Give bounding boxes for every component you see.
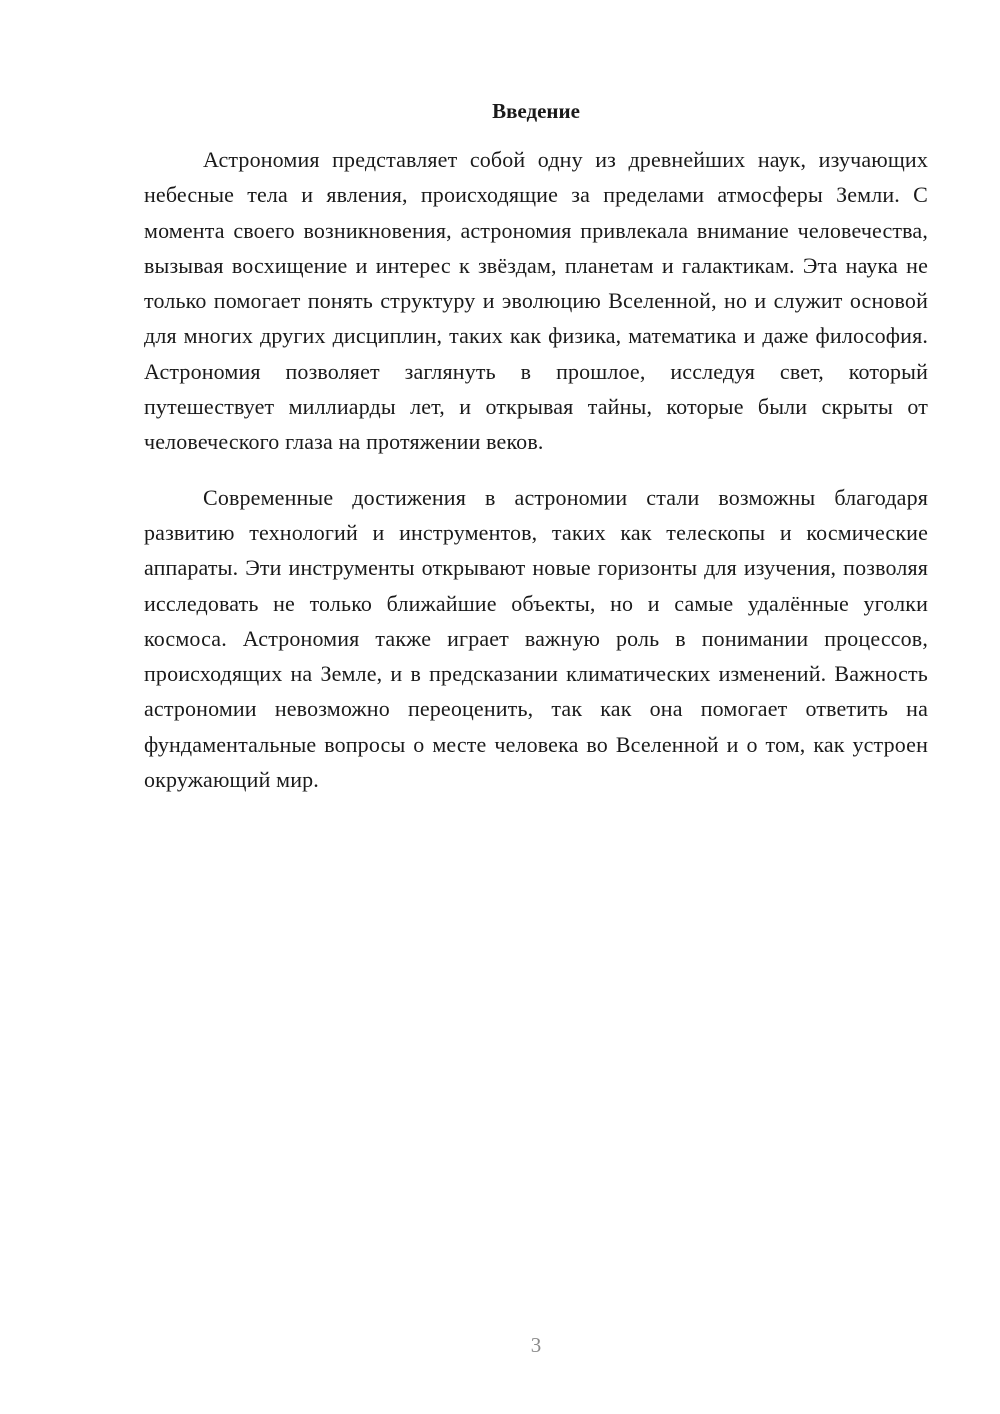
section-title: Введение (492, 99, 580, 123)
paragraph-2: Современные достижения в астрономии стали возможны благодаря развитию технологий и инструментов, таких как телескопы и космические аппараты. Эти инструменты открывают новые горизонты для изучения, позволяя исследовать не только ближайшие объекты, но и самые удалённые уголки космоса. Астрономия также играет важную роль в понимании процессов, происходящих на Земле, и в предсказании климатических изменений. Важность астрономии невозможно переоценить, так как она помогает ответить на фундаментальные вопросы о месте человека во Вселенной и о том, как устроен окружающий мир. (144, 484, 928, 793)
page-number: 3 (530, 1333, 542, 1357)
paragraph-1: Астрономия представляет собой одну из древнейших наук, изучающих небесные тела и явления, происходящие за пределами атмосферы Земли. С момента своего возникновения, астрономия привлекала внимание человечества, вызывая восхищение и интерес к звёздам, планетам и галактикам. Эта наука не только помогает понять структуру и эволюцию Вселенной, но и служит основой для многих других дисциплин, таких как физика, математика и даже философия. Астрономия позволяет заглянуть в прошлое, исследуя свет, который путешествует миллиарды лет, и открывая тайны, которые были скрыты от человеческого глаза на протяжении веков. (144, 147, 928, 455)
document-body (144, 142, 928, 797)
